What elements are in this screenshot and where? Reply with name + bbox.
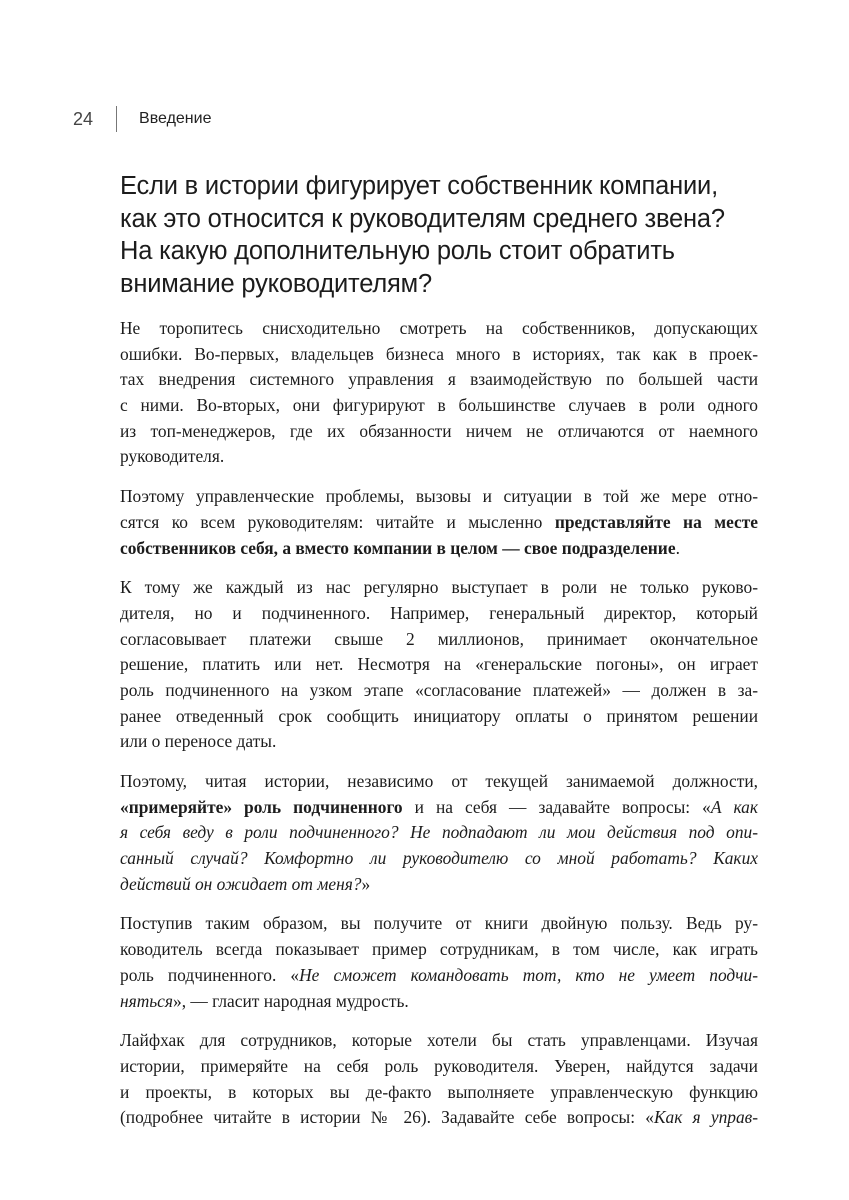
text-run: с ними. Во-вторых, они фигурируют в большинстве случаев в роли одного xyxy=(120,395,758,416)
paragraph xyxy=(120,484,758,561)
text-line xyxy=(120,1080,758,1106)
heading-line: Если в истории фигурирует собственник компании, xyxy=(120,172,718,200)
running-head xyxy=(73,106,211,132)
text-line xyxy=(120,1028,758,1054)
text-line xyxy=(120,316,758,342)
text-line xyxy=(120,484,758,510)
text-line xyxy=(120,510,758,536)
paragraph xyxy=(120,575,758,755)
italic-text: Как я управ- xyxy=(653,1107,758,1128)
text-run: », — гласит народная мудрость. xyxy=(173,990,409,1011)
paragraph xyxy=(120,911,758,1014)
body-text xyxy=(120,316,758,1145)
text-run: истории, примеряйте на себя роль руководителя. Уверен, найдутся задачи xyxy=(120,1055,758,1076)
text-line xyxy=(120,872,758,898)
italic-text: действий он ожидает от меня? xyxy=(120,873,362,894)
italic-text: няться xyxy=(120,990,173,1011)
text-run: Поэтому, читая истории, независимо от текущей занимаемой должности, xyxy=(120,771,758,791)
text-run: из топ-менеджеров, где их обязанности ничем не отличаются от наемного xyxy=(120,420,758,441)
text-run: согласовывает платежи свыше 2 миллионов, принимает окончательное xyxy=(120,628,758,649)
text-run: ошибки. Во-первых, владельцев бизнеса много в историях, так как в проек- xyxy=(120,343,758,364)
text-run: . xyxy=(675,537,680,558)
text-line xyxy=(120,820,758,846)
text-line xyxy=(120,729,758,755)
text-run: и на себя — задавайте вопросы: « xyxy=(402,796,711,817)
italic-text: я себя веду в роли подчиненного? Не подпадают ли мои действия под опи- xyxy=(120,822,758,843)
header-divider xyxy=(116,106,117,132)
text-run: дителя, но и подчиненного. Например, генеральный директор, который xyxy=(120,602,758,623)
text-line xyxy=(120,989,758,1015)
text-line xyxy=(120,704,758,730)
text-line xyxy=(120,601,758,627)
text-run: решение, платить или нет. Несмотря на «генеральские погоны», он играет xyxy=(120,654,758,675)
text-line xyxy=(120,911,758,937)
text-run: ководитель всегда показывает пример сотрудникам, в том числе, как играть xyxy=(120,939,758,960)
paragraph xyxy=(120,1028,758,1131)
text-line xyxy=(120,769,758,795)
heading-line: внимание руководителям? xyxy=(120,269,432,298)
text-run: » xyxy=(361,873,371,894)
heading-line: На какую дополнительную роль стоит обратить xyxy=(120,237,675,265)
text-line xyxy=(120,536,758,562)
text-line xyxy=(120,1105,758,1131)
italic-text: Не сможет командовать тот, кто не умеет подчи- xyxy=(299,964,759,985)
text-line xyxy=(120,963,758,989)
heading-line: как это относится к руководителям среднего звена? xyxy=(120,204,725,233)
text-run: и проекты, в которых вы де-факто выполняете управленческую функцию xyxy=(120,1081,758,1102)
text-run: или о переносе даты. xyxy=(120,731,277,752)
text-line xyxy=(120,1054,758,1080)
section-title: Введение xyxy=(139,110,212,127)
text-line xyxy=(120,627,758,653)
text-run: роль подчиненного на узком этапе «согласование платежей» — должен в за- xyxy=(120,679,758,700)
text-run: Поступив таким образом, вы получите от книги двойную пользу. Ведь ру- xyxy=(120,913,758,934)
text-line xyxy=(120,419,758,445)
text-run: роль подчиненного. « xyxy=(120,964,300,985)
text-line xyxy=(120,575,758,601)
italic-text: А как xyxy=(710,796,758,817)
question-heading xyxy=(120,170,820,300)
italic-text: санный случай? Комфортно ли руководителю со мной работать? Каких xyxy=(120,848,758,869)
text-line xyxy=(120,937,758,963)
text-run: К тому же каждый из нас регулярно выступает в роли не только руково- xyxy=(120,577,758,598)
text-run: руководителя. xyxy=(120,446,225,467)
text-line xyxy=(120,846,758,872)
text-run: ранее отведенный срок сообщить инициатору оплаты о принятом решении xyxy=(120,705,758,726)
text-run: тах внедрения системного управления я взаимодействую по большей части xyxy=(120,369,758,390)
bold-text: представляйте на месте xyxy=(554,511,758,532)
text-run: сятся ко всем руководителям: читайте и мысленно xyxy=(120,511,555,532)
bold-text: «примеряйте» роль подчиненного xyxy=(120,796,403,817)
text-line xyxy=(120,652,758,678)
paragraph xyxy=(120,769,758,897)
text-line xyxy=(120,795,758,821)
text-line xyxy=(120,393,758,419)
text-line xyxy=(120,678,758,704)
text-run: Лайфхак для сотрудников, которые хотели бы стать управленцами. Изучая xyxy=(120,1030,758,1051)
text-run: Поэтому управленческие проблемы, вызовы и ситуации в той же мере отно- xyxy=(120,486,758,507)
bold-text: собственников себя, а вместо компании в целом — свое подразделение xyxy=(120,537,676,558)
text-run: (подробнее читайте в истории № 26). Задавайте себе вопросы: « xyxy=(120,1107,654,1128)
text-line xyxy=(120,367,758,393)
text-line xyxy=(120,342,758,368)
page-number: 24 xyxy=(73,108,94,129)
paragraph xyxy=(120,316,758,470)
text-run: Не торопитесь снисходительно смотреть на собственников, допускающих xyxy=(120,318,758,338)
text-line xyxy=(120,444,758,470)
